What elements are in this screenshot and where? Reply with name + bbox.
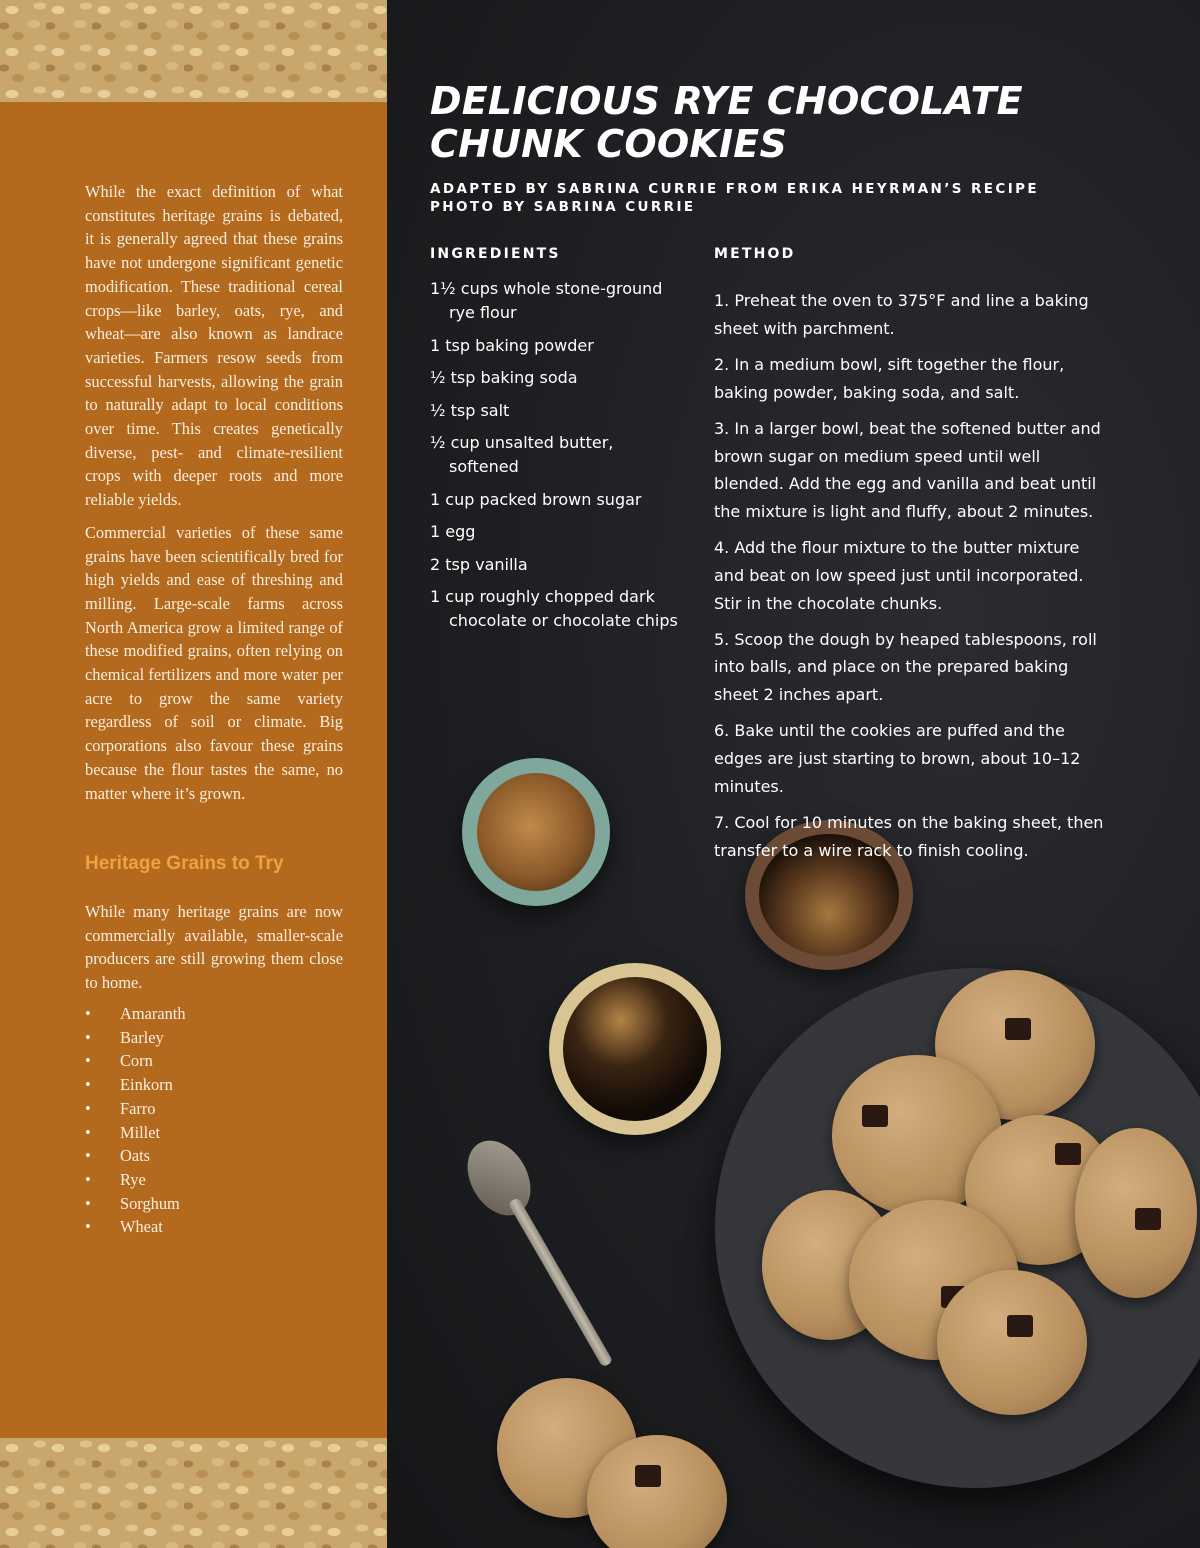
bullet-icon: • (85, 1027, 91, 1047)
grain-name: Barley (120, 1027, 164, 1047)
bullet-icon: • (85, 1146, 91, 1166)
method-step: 5. Scoop the dough by heaped tablespoons, roll into balls, and place on the prepared baking sheet 2 inches apart. (714, 629, 1097, 705)
grain-list (85, 1002, 186, 1239)
bullet-icon: • (85, 1169, 91, 1189)
ingredients-heading: INGREDIENTS (430, 246, 561, 262)
chocolate-chunk (1007, 1315, 1033, 1337)
sidebar-intro (85, 900, 343, 1004)
ingredients-list (430, 277, 680, 642)
ingredient-item: 1 egg (430, 522, 476, 541)
chocolate-chunk (635, 1465, 661, 1487)
grain-name: Einkorn (120, 1075, 173, 1095)
sidebar-paragraph: Commercial varieties of these same grains have been scientifically bred for high yields and ease of threshing and milling. Large-scale farms across North America grow a limited range of these modified grains, often relying on chemical fertilizers and more water per acre to grow the same variety regardless of soil or climate. Big corporations also favour these grains because the flour tastes the same, no matter where it’s grown. (85, 522, 343, 803)
ingredient-item: ½ cup unsalted butter, softened (430, 433, 614, 476)
list-item (85, 1144, 186, 1168)
grain-texture-top (0, 0, 387, 102)
method-step: 7. Cool for 10 minutes on the baking sheet, then transfer to a wire rack to finish cooling. (714, 812, 1104, 860)
cookie (587, 1435, 727, 1548)
ingredient-item: ½ tsp baking soda (430, 368, 578, 387)
list-item (85, 1192, 186, 1216)
recipe-credits (430, 180, 1039, 216)
sidebar-body (85, 180, 343, 814)
ingredient-item: 1 cup roughly chopped dark chocolate or chocolate chips (430, 587, 678, 630)
coffee-surface (477, 773, 595, 891)
sidebar-intro-text: While many heritage grains are now commercially available, smaller-scale producers are still growing them close to home. (85, 902, 343, 993)
grain-name: Farro (120, 1098, 156, 1118)
recipe-adapted-credit: ADAPTED BY SABRINA CURRIE FROM ERIKA HEYRMAN’S RECIPE (430, 181, 1040, 197)
grain-name: Wheat (120, 1217, 163, 1237)
grain-name: Corn (120, 1051, 153, 1071)
bullet-icon: • (85, 1122, 91, 1142)
bullet-icon: • (85, 1193, 91, 1213)
photo-credit: PHOTO BY SABRINA CURRIE (430, 199, 696, 215)
list-item (85, 1097, 186, 1121)
ingredient-item: ½ tsp salt (430, 400, 510, 420)
bullet-icon: • (85, 1098, 91, 1118)
chocolate-chunk (1135, 1208, 1161, 1230)
ingredient-item: 1½ cups whole stone-ground rye flour (430, 279, 663, 322)
spoon-bowl (455, 1129, 543, 1226)
coffee-cup-teal (462, 758, 610, 906)
spoon-handle (508, 1197, 613, 1368)
recipe-title (430, 80, 1023, 166)
chocolate-chunk (1055, 1143, 1081, 1165)
title-line: DELICIOUS RYE CHOCOLATE (430, 79, 1023, 123)
list-item (85, 1049, 186, 1073)
cookie (937, 1270, 1087, 1415)
list-item (85, 1168, 186, 1192)
list-item (85, 1215, 186, 1239)
method-step: 6. Bake until the cookies are puffed and the edges are just starting to brown, about 10–12 minutes. (714, 721, 1081, 796)
list-item (85, 1073, 186, 1097)
list-item (85, 1121, 186, 1145)
method-step: 3. In a larger bowl, beat the softened butter and brown sugar on medium speed until well blended. Add the egg and vanilla and beat until the mixture is light and fluffy, about 2 minutes. (714, 418, 1101, 521)
grain-name: Sorghum (120, 1193, 180, 1213)
bullet-icon: • (85, 1051, 91, 1071)
coffee-surface (563, 977, 707, 1121)
grain-texture-bottom (0, 1438, 387, 1548)
ingredient-item: 1 tsp baking powder (430, 335, 594, 355)
bullet-icon: • (85, 1217, 91, 1237)
sidebar (0, 0, 387, 1548)
bullet-icon: • (85, 1004, 91, 1023)
method-step: 2. In a medium bowl, sift together the flour, baking powder, baking soda, and salt. (714, 354, 1065, 402)
chocolate-chunk (862, 1105, 888, 1127)
chocolate-chunk (1005, 1018, 1031, 1040)
bullet-icon: • (85, 1075, 91, 1095)
ingredient-item: 1 cup packed brown sugar (430, 489, 642, 509)
coffee-cup-cream (549, 963, 721, 1135)
list-item (85, 1002, 186, 1026)
cookie (1075, 1128, 1197, 1298)
grain-name: Oats (120, 1146, 151, 1166)
grain-name: Millet (120, 1122, 161, 1142)
sidebar-paragraph: While the exact definition of what constitutes heritage grains is debated, it is generally agreed that these grains have not undergone significant genetic modification. These traditional cereal crops—like barley, oats, rye, and wheat—are also known as landrace varieties. Farmers resow seeds from successful harvests, allowing the grain to naturally adapt to local conditions over time. This creates genetically diverse, pest- and climate-resilient crops with deeper roots and more reliable yields. (85, 182, 343, 510)
method-steps (714, 287, 1114, 873)
title-line: CHUNK COOKIES (430, 122, 788, 166)
ingredient-item: 2 tsp vanilla (430, 554, 528, 574)
sidebar-heading: Heritage Grains to Try (85, 853, 284, 874)
grain-name: Amaranth (120, 1004, 186, 1023)
method-heading: METHOD (714, 246, 796, 262)
method-step: 4. Add the flour mixture to the butter mixture and beat on low speed just until incorporated. Stir in the chocolate chunks. (714, 538, 1084, 613)
list-item (85, 1026, 186, 1050)
grain-name: Rye (120, 1169, 146, 1189)
method-step: 1. Preheat the oven to 375°F and line a baking sheet with parchment. (714, 291, 1089, 338)
